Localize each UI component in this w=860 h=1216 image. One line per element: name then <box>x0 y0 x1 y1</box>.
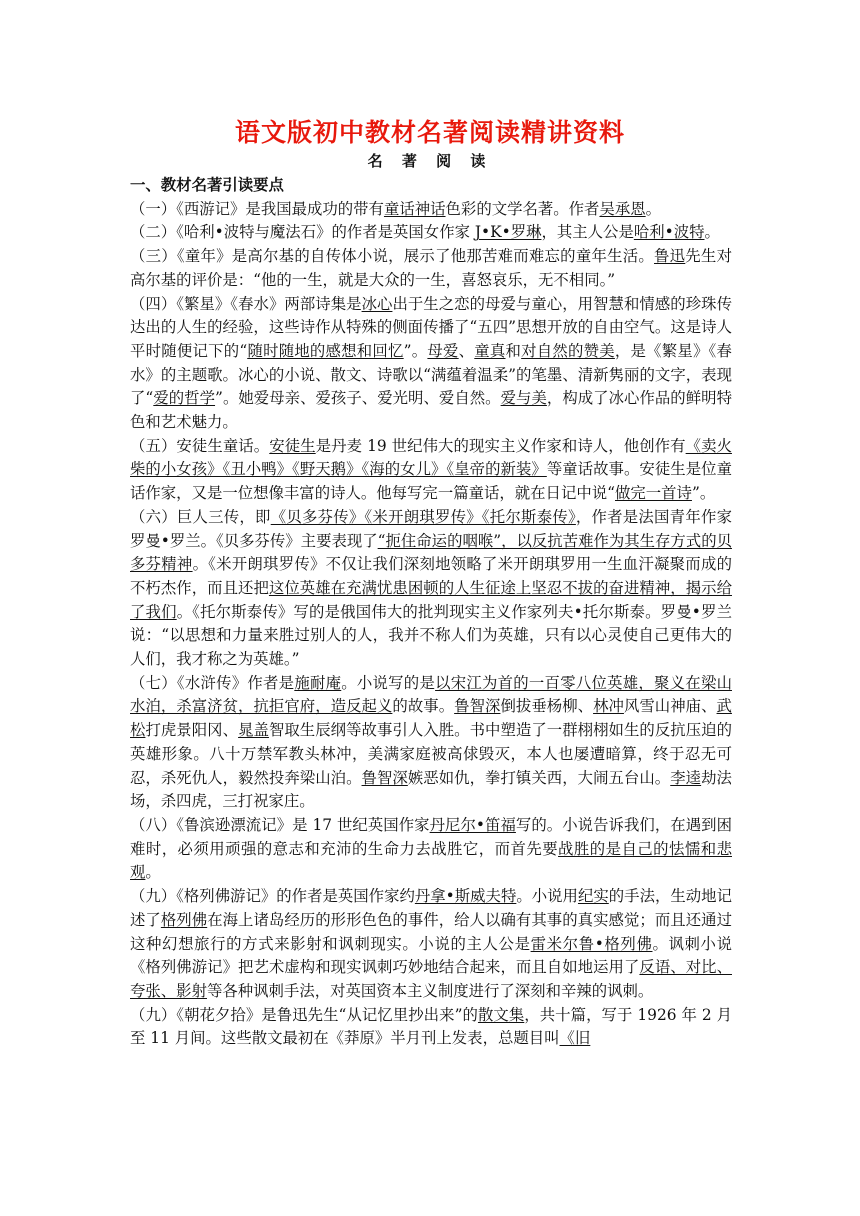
text-run: （三）《童年》是高尔基的自传体小说，展示了他那苦难而难忘的童年生活。 <box>130 247 655 266</box>
underlined-key-term: 战胜的是自己的怯懦和悲观 <box>130 839 732 882</box>
underlined-key-term: 丹尼尔•笛福 <box>429 815 516 834</box>
underlined-key-term: “扼住命运的咽喉”，以反抗苦难作为其生存方式的贝多芬精神 <box>130 531 732 574</box>
text-run: 。 <box>704 223 720 242</box>
underlined-key-term: 纪实 <box>577 887 609 906</box>
paragraph <box>130 814 732 885</box>
paragraph <box>130 672 732 814</box>
underlined-key-term: 丹拿•斯威夫特 <box>414 887 517 906</box>
text-run: 和 <box>505 341 522 360</box>
text-run: 。《托尔斯泰传》写的是俄国伟大的批判现实主义作家列夫•托尔斯泰。罗曼•罗兰说：“以思想和力量来胜过别人的人，我并不称人们为英雄，只有以心灵使自己更伟大的人们，我才称之为英雄。” <box>130 602 732 669</box>
document-subtitle: 名 著 阅 读 <box>367 152 493 170</box>
text-run: 风雪山神庙、 <box>623 697 717 716</box>
paragraph <box>130 221 732 245</box>
underlined-key-term: 林冲 <box>593 697 624 716</box>
underlined-key-term: 雷米尔鲁•格列佛 <box>530 934 653 953</box>
document-title: 语文版初中教材名著阅读精讲资料 <box>234 118 625 147</box>
text-run: （七）《水浒传》作者是 <box>130 673 295 692</box>
text-run: 。小说用 <box>516 887 578 906</box>
underlined-key-term: 安徒生 <box>269 436 316 455</box>
text-run: ”。她爱母亲、爱孩子、爱光明、爱自然。 <box>215 389 501 408</box>
text-run: 等各种讽刺手法，对英国资本主义制度进行了深刻和辛辣的讽刺。 <box>206 981 654 1000</box>
underlined-key-term: 这位英雄在充满忧患困顿的人生征途上坚忍不拔的奋进精神，揭示给了我们 <box>130 578 732 621</box>
text-run: ”。 <box>403 341 428 360</box>
text-run: （四）《繁星》《春水》两部诗集是 <box>130 294 362 313</box>
text-run: 在海上诸岛经历的形形色色的事件，给人以确有其事的真实感觉；而且还通过这种幻想旅行的方式来影射和讽刺现实。小说的主人公是 <box>130 910 732 953</box>
underlined-key-term: 做完一首诗 <box>614 484 692 503</box>
paragraph <box>130 506 732 672</box>
paragraph-list <box>130 198 732 1051</box>
text-run: （八）《鲁滨逊漂流记》是 17 世纪英国作家 <box>130 815 430 834</box>
underlined-key-term: 《贝多芬传》《米开朗琪罗传》《托尔斯泰传》 <box>270 507 576 526</box>
text-run: 出于生之恋的母爱与童心，用智慧和情感的珍珠传达出的人生的经验，这些诗作从特殊的侧面传播了“五四”思想开放的自由空气。这是诗人平时随便记下的“ <box>130 294 732 360</box>
text-run: ，构成了冰心作品的鲜明特色和艺术魅力。 <box>130 389 732 432</box>
underlined-key-term: 母爱 <box>427 341 459 360</box>
text-run: 色彩的文学名著。作者 <box>445 199 600 218</box>
text-run: ，作者是法国青年作家罗曼•罗兰。《贝多芬传》主要表现了 <box>130 507 732 550</box>
text-run: 劫法场，杀四虎，三打祝家庄。 <box>130 768 732 811</box>
paragraph <box>130 885 732 1004</box>
underlined-key-term: 晁盖 <box>238 721 269 740</box>
text-run: ，其主人公是 <box>541 223 634 242</box>
underlined-key-term: 鲁智深 <box>454 697 501 716</box>
underlined-key-term: 反语、对比、夸张、影射 <box>130 958 732 1000</box>
underlined-key-term: J•K•罗琳 <box>474 223 542 242</box>
text-run: 的手法，生动地记述了 <box>130 887 732 929</box>
underlined-key-term: 爱与美 <box>500 389 547 408</box>
text-run: ，共十篇，写于 1926 年 2 月至 11 月间。这些散文最初在《莽原》半月刊上发表，总题目叫 <box>130 1005 732 1048</box>
underlined-key-term: 《旧 <box>559 1029 591 1048</box>
underlined-key-term: 《卖火柴的小女孩》《丑小鸭》《野天鹅》《海的女儿》《皇帝的新装》 <box>130 436 732 479</box>
text-run: （五）安徒生童话。 <box>130 436 270 455</box>
underlined-key-term: 鲁智深 <box>361 768 408 787</box>
text-run: 打虎景阳冈、 <box>145 721 239 740</box>
underlined-key-term: 哈利•波特 <box>633 223 705 242</box>
paragraph <box>130 245 732 292</box>
underlined-key-term: 童话神话 <box>383 199 446 218</box>
underlined-key-term: 对自然的赞美 <box>521 341 615 360</box>
text-run: （一）《西游记》是我国最成功的带有 <box>130 199 384 218</box>
paragraph <box>130 1004 732 1051</box>
underlined-key-term: 以宋江为首的一百零八位英雄，聚义在梁山水泊，杀富济贫，抗拒官府，造反起义 <box>130 673 732 716</box>
underlined-key-term: 冰心 <box>361 294 393 313</box>
text-run: 写的。小说告诉我们，在遇到困难时，必须用顽强的意志和充沛的生命力去战胜它，而首先要 <box>130 815 732 858</box>
underlined-key-term: 鲁迅 <box>654 247 686 266</box>
underlined-key-term: 散文集 <box>477 1005 525 1024</box>
text-run: 。《米开朗琪罗传》不仅让我们深刻地领略了米开朗琪罗用一生血汗凝聚而成的不朽杰作，而且还把 <box>130 555 732 597</box>
paragraph <box>130 293 732 435</box>
text-run: 。小说写的是 <box>341 673 436 692</box>
paragraph <box>130 435 732 506</box>
underlined-key-term: 随时随地的感想和回忆 <box>247 341 404 360</box>
paragraph <box>130 198 732 222</box>
section-heading: 一、教材名著引读要点 <box>130 176 284 194</box>
text-run: ，是《繁星》《春水》的主题歌。冰心的小说、散文、诗歌以“满蕴着温柔”的笔墨、清新隽丽的文字，表现了“ <box>130 341 732 408</box>
underlined-key-term: 李逵 <box>670 768 702 787</box>
text-run: 倒拔垂杨柳、 <box>500 697 594 716</box>
text-run: 等童话故事。安徒生是位童话作家，又是一位想像丰富的诗人。他每写完一篇童话，就在日记中说“ <box>130 460 732 503</box>
text-run: 先生对高尔基的评价是：“他的一生，就是大众的一生，喜怒哀乐，无不相同。” <box>130 247 732 289</box>
text-run: 嫉恶如仇，拳打镇关西，大闹五台山。 <box>407 768 671 787</box>
text-run: ”。 <box>691 484 716 503</box>
text-run: 智取生辰纲等故事引人入胜。书中塑造了一群栩栩如生的反抗压迫的英雄形象。八十万禁军教头林冲，美满家庭被高俅毁灭，本人也屡遭暗算，终于忍无可忍，杀死仇人，毅然投奔梁山泊。 <box>130 721 732 787</box>
text-run: （九）《朝花夕拾》是鲁迅先生“从记忆里抄出来”的 <box>130 1005 478 1024</box>
text-run: 的故事。 <box>392 697 455 716</box>
underlined-key-term: 吴承恩 <box>599 199 646 218</box>
document-body <box>130 174 732 1051</box>
text-run: 。 <box>645 199 662 218</box>
text-run: 、 <box>458 341 475 360</box>
text-run: 。 <box>145 863 161 882</box>
text-run: （九）《格列佛游记》的作者是英国作家约 <box>130 887 415 906</box>
text-run: 是丹麦 19 世纪伟大的现实主义作家和诗人，他创作有 <box>315 436 686 455</box>
text-run: （二）《哈利•波特与魔法石》的作者是英国女作家 <box>130 223 475 242</box>
underlined-key-term: 武松 <box>130 697 732 740</box>
underlined-key-term: 格列佛 <box>160 910 208 929</box>
underlined-key-term: 童真 <box>474 341 506 360</box>
text-run: （六）巨人三传，即 <box>130 507 271 526</box>
text-run: 。讽刺小说《格列佛游记》把艺术虚构和现实讽刺巧妙地结合起来，而且自如地运用了 <box>130 934 732 977</box>
underlined-key-term: 爱的哲学 <box>153 389 216 408</box>
underlined-key-term: 施耐庵 <box>294 673 342 692</box>
